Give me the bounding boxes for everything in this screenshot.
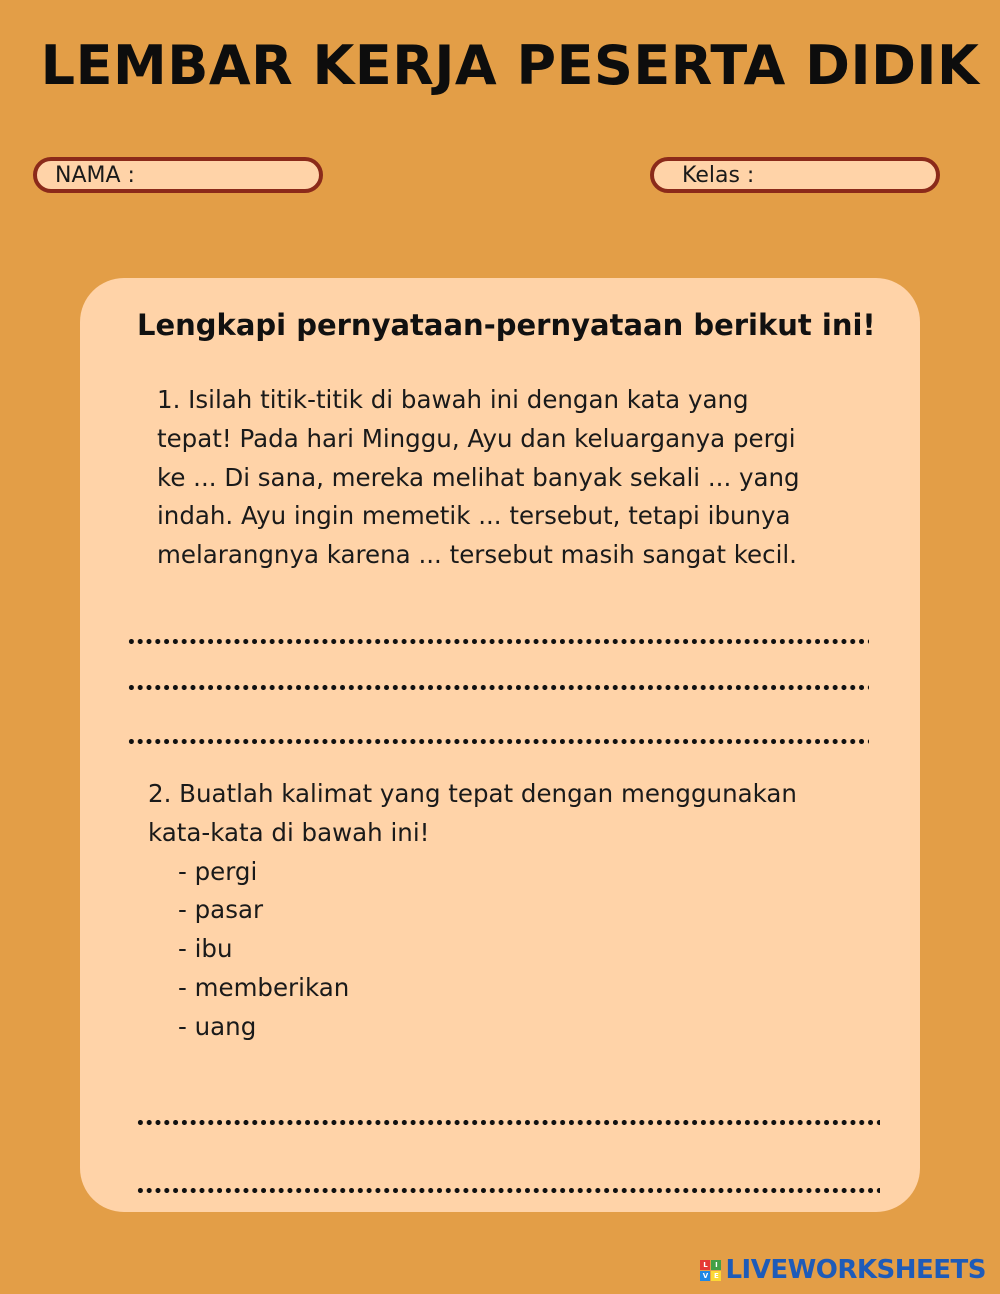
- question-1: [157, 381, 857, 575]
- word-item: - uang: [178, 1011, 257, 1041]
- question-2-line: kata-kata di bawah ini!: [148, 817, 430, 847]
- logo-cell: L: [700, 1260, 710, 1270]
- name-field: [33, 157, 323, 193]
- page-title: LEMBAR KERJA PESERTA DIDIK: [40, 34, 980, 97]
- answer-line-1c[interactable]: [127, 739, 869, 744]
- word-item: - ibu: [178, 934, 233, 964]
- class-label: Kelas :: [682, 163, 755, 188]
- name-input[interactable]: [148, 162, 302, 188]
- question-1-line: ke ... Di sana, mereka melihat banyak sekali ... yang: [157, 462, 800, 492]
- liveworksheets-logo-icon: [700, 1260, 721, 1281]
- question-2-line: 2. Buatlah kalimat yang tepat dengan menggunakan: [148, 779, 797, 808]
- question-1-line: melarangnya karena ... tersebut masih sangat kecil.: [157, 540, 797, 570]
- word-item: - pergi: [178, 856, 258, 886]
- question-1-line: indah. Ayu ingin memetik ... tersebut, tetapi ibunya: [157, 501, 791, 531]
- worksheet-card: [80, 278, 920, 1212]
- brand-name: LIVEWORKSHEETS: [725, 1255, 986, 1285]
- class-input[interactable]: [767, 162, 921, 188]
- answer-line-2a[interactable]: [136, 1120, 880, 1125]
- question-1-line: 1. Isilah titik-titik di bawah ini dengan kata yang: [157, 385, 749, 414]
- logo-cell: E: [711, 1271, 721, 1281]
- answer-line-2b[interactable]: [136, 1188, 880, 1193]
- question-1-line: tepat! Pada hari Minggu, Ayu dan keluarganya pergi: [157, 423, 796, 453]
- word-list: [148, 853, 888, 1047]
- word-item: - memberikan: [178, 972, 350, 1002]
- liveworksheets-brand: [700, 1253, 986, 1287]
- question-2: [148, 775, 888, 1047]
- answer-line-1b[interactable]: [127, 685, 869, 690]
- name-label: NAMA :: [55, 163, 135, 188]
- instructions-heading: Lengkapi pernyataan-pernyataan berikut ini!: [137, 308, 876, 342]
- logo-cell: V: [700, 1271, 710, 1281]
- answer-line-1a[interactable]: [127, 639, 869, 644]
- class-field: [650, 157, 940, 193]
- logo-cell: I: [711, 1260, 721, 1270]
- word-item: - pasar: [178, 895, 264, 925]
